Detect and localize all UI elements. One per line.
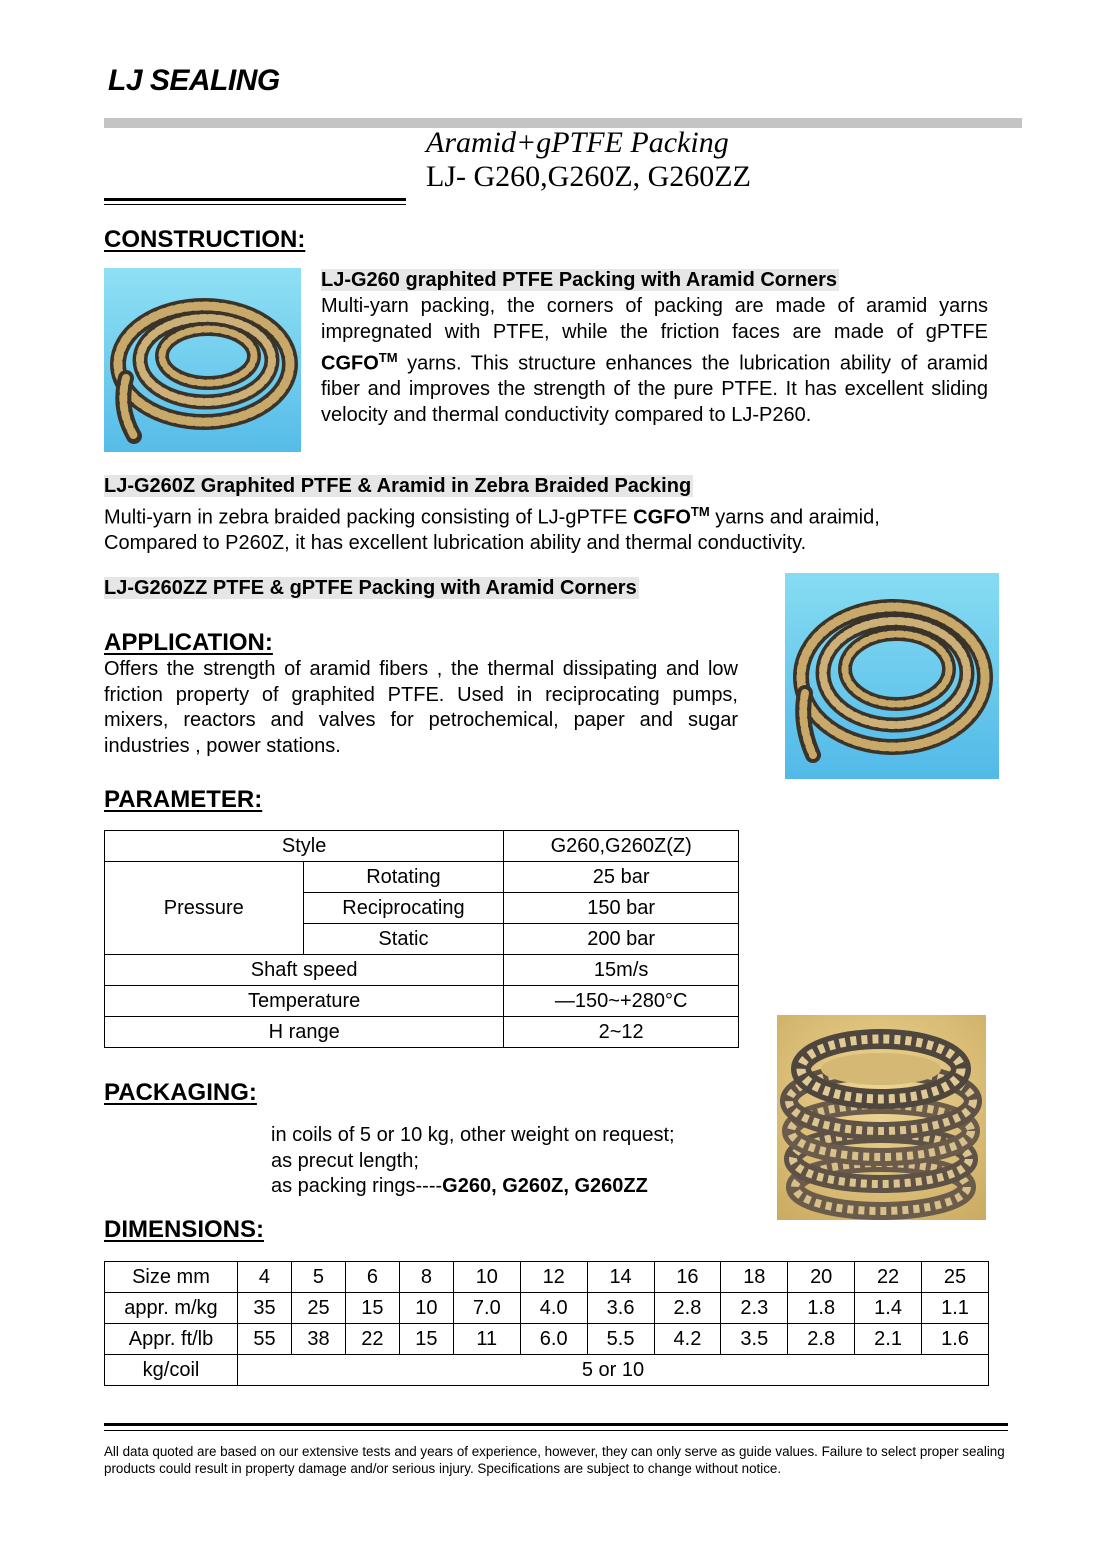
dim-mkg-label: appr. m/kg bbox=[105, 1293, 238, 1324]
dim-cell: 8 bbox=[399, 1262, 453, 1293]
dim-cell: 22 bbox=[345, 1324, 399, 1355]
dimensions-heading: DIMENSIONS: bbox=[104, 1216, 265, 1243]
dim-cell: 2.3 bbox=[721, 1293, 788, 1324]
packaging-line-2: as precut length; bbox=[271, 1150, 419, 1172]
dim-row-size bbox=[105, 1262, 989, 1293]
dim-cell: 11 bbox=[453, 1324, 520, 1355]
packing-coil-photo-1 bbox=[104, 268, 301, 452]
footer-rule bbox=[104, 1423, 1008, 1426]
dim-cell: 10 bbox=[399, 1293, 453, 1324]
packaging-line-3 bbox=[271, 1174, 648, 1200]
param-reciprocating-value: 150 bar bbox=[504, 893, 739, 924]
param-style-label: Style bbox=[105, 831, 504, 862]
dim-cell: 4.0 bbox=[520, 1293, 587, 1324]
footer-disclaimer: All data quoted are based on our extensive tests and years of experience, however, they can only serve as guide values. Failure to select proper sealing products could result in property damage and/or serious injury. Specifications are subject to change without notice. bbox=[104, 1444, 1005, 1476]
dim-cell: 5.5 bbox=[587, 1324, 654, 1355]
param-row-style bbox=[105, 831, 739, 862]
dim-cell: 10 bbox=[453, 1262, 520, 1293]
dim-row-kg-coil bbox=[105, 1355, 989, 1386]
param-row-temperature bbox=[105, 986, 739, 1017]
dim-size-label: Size mm bbox=[105, 1262, 238, 1293]
g260z-description bbox=[104, 499, 1004, 557]
dim-cell: 5 bbox=[291, 1262, 345, 1293]
g260zz-title-wrap bbox=[104, 576, 639, 602]
param-h-label: H range bbox=[105, 1017, 504, 1048]
dimensions-table bbox=[104, 1261, 989, 1386]
dim-ftlb-label: Appr. ft/lb bbox=[105, 1324, 238, 1355]
packing-rings-photo bbox=[777, 1015, 986, 1220]
dim-cell: 3.5 bbox=[721, 1324, 788, 1355]
dim-cell: 15 bbox=[345, 1293, 399, 1324]
packaging-line-3-prefix: as packing rings---- bbox=[271, 1175, 443, 1197]
product-models: LJ- G260,G260Z, G260ZZ bbox=[426, 160, 751, 193]
param-rotating-value: 25 bar bbox=[504, 862, 739, 893]
dim-cell: 20 bbox=[788, 1262, 855, 1293]
dim-cell: 16 bbox=[654, 1262, 721, 1293]
g260z-text-c: Compared to P260Z, it has excellent lubrication ability and thermal conductivity. bbox=[104, 532, 807, 555]
title-rule bbox=[104, 198, 406, 201]
dim-cell: 2.8 bbox=[654, 1293, 721, 1324]
dim-cell: 2.1 bbox=[855, 1324, 922, 1355]
dim-cell: 38 bbox=[291, 1324, 345, 1355]
footer-rule-thin bbox=[104, 1430, 1008, 1431]
packing-coil-photo-2 bbox=[785, 573, 999, 779]
dim-coil-label: kg/coil bbox=[105, 1355, 238, 1386]
packaging-line-3-models: G260, G260Z, G260ZZ bbox=[442, 1175, 648, 1197]
g260-title: LJ-G260 graphited PTFE Packing with Aramid Corners bbox=[321, 269, 838, 291]
param-static-label: Static bbox=[303, 924, 504, 955]
parameter-table bbox=[104, 830, 739, 1048]
g260-brand: CGFO bbox=[321, 352, 379, 375]
g260zz-title: LJ-G260ZZ PTFE & gPTFE Packing with Aramid Corners bbox=[104, 577, 637, 599]
dim-cell: 35 bbox=[238, 1293, 292, 1324]
g260-title-wrap bbox=[321, 268, 839, 294]
g260z-title-wrap bbox=[104, 474, 693, 500]
param-row-hrange bbox=[105, 1017, 739, 1048]
param-h-value: 2~12 bbox=[504, 1017, 739, 1048]
dim-cell: 7.0 bbox=[453, 1293, 520, 1324]
param-shaft-value: 15m/s bbox=[504, 955, 739, 986]
param-temp-value: —150~+280°C bbox=[504, 986, 739, 1017]
dim-cell: 1.1 bbox=[922, 1293, 989, 1324]
g260z-text-a: Multi-yarn in zebra braided packing consisting of LJ-gPTFE bbox=[104, 506, 628, 529]
dim-cell: 1.8 bbox=[788, 1293, 855, 1324]
application-text: Offers the strength of aramid fibers , the thermal dissipating and low friction property of graphited PTFE. Used in reciprocating pumps, mixers, reactors and valves for petrochemical, paper and sugar industries , power stations. bbox=[104, 658, 738, 757]
dim-cell: 12 bbox=[520, 1262, 587, 1293]
g260-text-b: yarns. This structure enhances the lubrication ability of aramid fiber and improves the strength of the pure PTFE. It has excellent sliding velocity and thermal conductivity compared to LJ-P260. bbox=[321, 352, 988, 426]
param-pressure-label: Pressure bbox=[105, 862, 304, 955]
dim-cell: 4.2 bbox=[654, 1324, 721, 1355]
dim-cell: 25 bbox=[291, 1293, 345, 1324]
brand-logo-text: LJ SEALING bbox=[108, 64, 280, 97]
dim-cell: 3.6 bbox=[587, 1293, 654, 1324]
dim-cell: 1.6 bbox=[922, 1324, 989, 1355]
g260-text-a: Multi-yarn packing, the corners of packing are made of aramid yarns impregnated with PTFE, while the friction faces are made of gPTFE bbox=[321, 295, 988, 343]
dim-cell: 14 bbox=[587, 1262, 654, 1293]
g260z-title: LJ-G260Z Graphited PTFE & Aramid in Zebra Braided Packing bbox=[104, 475, 692, 497]
dim-cell: 2.8 bbox=[788, 1324, 855, 1355]
dim-cell: 22 bbox=[855, 1262, 922, 1293]
param-rotating-label: Rotating bbox=[303, 862, 504, 893]
g260z-text-b: yarns and araimid, bbox=[715, 506, 880, 529]
title-rule-thin bbox=[104, 204, 406, 205]
param-temp-label: Temperature bbox=[105, 986, 504, 1017]
param-reciprocating-label: Reciprocating bbox=[303, 893, 504, 924]
dim-row-ft-per-lb bbox=[105, 1324, 989, 1355]
g260-tm: TM bbox=[378, 350, 398, 365]
dim-cell: 15 bbox=[399, 1324, 453, 1355]
g260z-tm: TM bbox=[690, 504, 710, 519]
dim-cell: 55 bbox=[238, 1324, 292, 1355]
packaging-line-1: in coils of 5 or 10 kg, other weight on request; bbox=[271, 1124, 675, 1146]
g260z-brand: CGFO bbox=[633, 506, 691, 529]
dim-cell: 4 bbox=[238, 1262, 292, 1293]
param-row-rotating bbox=[105, 862, 739, 893]
dim-coil-value: 5 or 10 bbox=[238, 1355, 989, 1386]
param-shaft-label: Shaft speed bbox=[105, 955, 504, 986]
dim-cell: 18 bbox=[721, 1262, 788, 1293]
application-heading: APPLICATION: bbox=[104, 629, 273, 656]
dim-cell: 6 bbox=[345, 1262, 399, 1293]
parameter-heading: PARAMETER: bbox=[104, 786, 263, 813]
param-row-shaft bbox=[105, 955, 739, 986]
param-style-value: G260,G260Z(Z) bbox=[504, 831, 739, 862]
g260-description bbox=[321, 294, 988, 428]
dim-cell: 25 bbox=[922, 1262, 989, 1293]
param-static-value: 200 bar bbox=[504, 924, 739, 955]
dim-cell: 1.4 bbox=[855, 1293, 922, 1324]
construction-heading: CONSTRUCTION: bbox=[104, 226, 306, 253]
dim-row-m-per-kg bbox=[105, 1293, 989, 1324]
dim-cell: 6.0 bbox=[520, 1324, 587, 1355]
packaging-heading: PACKAGING: bbox=[104, 1079, 257, 1106]
product-title: Aramid+gPTFE Packing bbox=[426, 126, 729, 159]
